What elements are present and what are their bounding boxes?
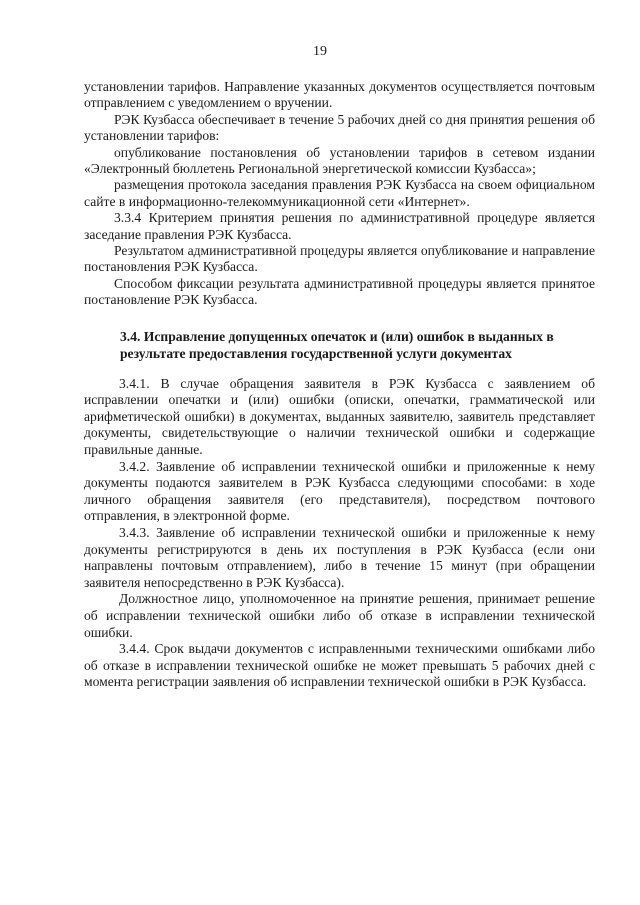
document-body — [84, 79, 595, 691]
section-body — [84, 376, 595, 691]
paragraph: 3.4.4. Срок выдачи документов с исправленными техническими ошибками либо об отказе в исправлении технической ошибке не может превышать 5 рабочих дней с момента регистрации заявления об исправлении технической ошибки в РЭК Кузбасса. — [84, 641, 595, 690]
paragraph: 3.3.4 Критерием принятия решения по административной процедуре является заседание правления РЭК Кузбасса. — [84, 210, 595, 242]
paragraph: 3.4.2. Заявление об исправлении технической ошибки и приложенные к нему документы подаются заявителем в РЭК Кузбасса следующими способами: в ходе личного обращения заявителя (его представителя), посредством почтового отправления, в электронной форме. — [84, 458, 595, 524]
paragraph: Результатом административной процедуры является опубликование и направление постановления РЭК Кузбасса. — [84, 243, 595, 275]
paragraph: 3.4.3. Заявление об исправлении технической ошибки и приложенные к нему документы регистрируются в день их поступления в РЭК Кузбасса (если они направлены почтовым отправлением), либо в течение 15 минут (при обращении заявителя непосредственно в РЭК Кузбасса). — [84, 525, 595, 590]
section-heading: 3.4. Исправление допущенных опечаток и (или) ошибок в выданных в результате предоставления государственной услуги документах — [120, 328, 554, 361]
paragraph: РЭК Кузбасса обеспечивает в течение 5 рабочих дней со дня принятия решения об установлении тарифов: — [84, 111, 595, 144]
page-number: 19 — [313, 44, 327, 59]
paragraph: 3.4.1. В случае обращения заявителя в РЭК Кузбасса с заявлением об исправлении опечатки и (или) ошибки (описки, опечатки, грамматической или арифметической ошибки) в документах, выданных заявителю, заявитель представляет документы, свидетельствующие о наличии технической ошибки и содержащие правильные данные. — [84, 375, 595, 458]
paragraph: опубликование постановления об установлении тарифов в сетевом издании «Электронный бюллетень Региональной энергетической комиссии Кузбасса»; — [84, 144, 595, 177]
paragraph: установлении тарифов. Направление указанных документов осуществляется почтовым отправлением с уведомлением о вручении. — [84, 79, 595, 111]
paragraph: Должностное лицо, уполномоченное на принятие решения, принимает решение об исправлении технической ошибки либо об отказе в исправлении технической ошибки. — [84, 591, 595, 640]
paragraph: размещения протокола заседания правления РЭК Кузбасса на своем официальном сайте в информационно-телекоммуникационной сети «Интернет». — [84, 177, 595, 209]
paragraph: Способом фиксации результата административной процедуры является принятое постановление РЭК Кузбасса. — [84, 275, 595, 308]
